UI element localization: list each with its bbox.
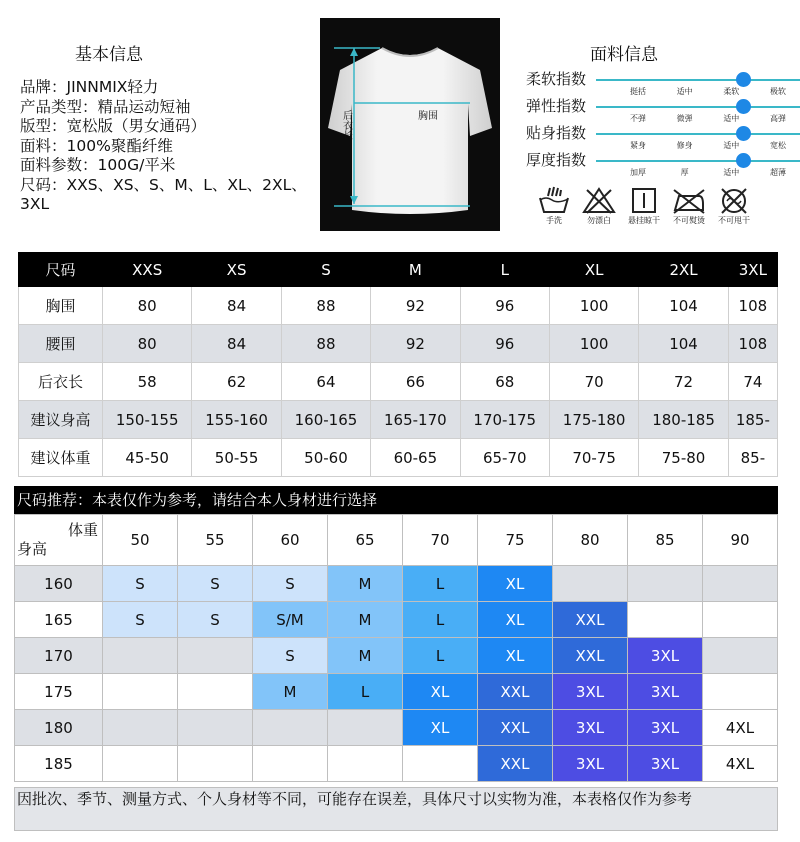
size-cell: 50-60 [281,439,370,477]
recommendation-row [15,746,778,782]
care-label: 悬挂晾干 [628,216,660,225]
fabric-tick: 微弹 [676,114,693,123]
weight-header-cell: 65 [328,515,403,566]
fabric-level-dot [736,153,751,168]
no-bleach-icon [581,186,617,214]
basic-info-line: 产品类型：精品运动短袖 [20,97,191,116]
weight-header-cell: 60 [253,515,328,566]
size-cell: 165-170 [371,401,460,439]
recommendation-row [15,710,778,746]
height-cell: 160 [15,566,103,602]
size-row [19,439,778,477]
fabric-tick: 宽松 [769,141,786,150]
recommended-size-cell: XXL [553,602,628,638]
recommended-size-cell: M [328,602,403,638]
size-cell: 62 [192,363,281,401]
size-header-cell: XS [192,253,281,287]
recommended-size-cell: XXL [478,746,553,782]
weight-header-cell: 90 [703,515,778,566]
size-row-label: 后衣长 [19,363,103,401]
size-cell: 64 [281,363,370,401]
size-cell: 80 [103,287,192,325]
size-cell: 50-55 [192,439,281,477]
size-header-cell: XXS [103,253,192,287]
weight-header-cell: 80 [553,515,628,566]
size-cell: 65-70 [460,439,549,477]
recommended-size-cell: S [253,566,328,602]
recommended-size-cell: XXL [478,710,553,746]
recommendation-row [15,638,778,674]
recommended-size-cell: XL [478,602,553,638]
recommended-size-cell: XL [403,710,478,746]
size-cell: 85- [728,439,777,477]
size-cell: 66 [371,363,460,401]
recommendation-header-row [15,515,778,566]
care-instructions [534,186,754,226]
size-header-cell: 尺码 [19,253,103,287]
size-cell: 100 [549,325,638,363]
recommended-size-cell: S [253,638,328,674]
weight-header-cell: 50 [103,515,178,566]
size-cell: 74 [728,363,777,401]
weight-axis-label: 体重 [67,521,98,539]
care-label: 不可熨烫 [673,216,705,225]
chest-label: 胸围 [418,111,438,122]
recommended-size-cell [703,638,778,674]
fabric-level-dot [736,99,751,114]
tshirt-icon [320,18,500,231]
basic-info-line: 品牌：JINNMIX轻力 [20,78,159,96]
size-header-cell: L [460,253,549,287]
size-cell: 88 [281,287,370,325]
size-cell: 88 [281,325,370,363]
size-cell: 84 [192,325,281,363]
fabric-scale-line [596,79,800,81]
basic-info-list [20,78,310,215]
recommendation-title: 尺码推荐：本表仅作为参考，请结合本人身材进行选择 [14,486,778,514]
care-item [669,186,709,226]
size-row-label: 建议身高 [19,401,103,439]
size-recommendation-table [14,514,778,782]
size-cell: 180-185 [639,401,728,439]
fabric-scale-line [596,160,800,162]
fabric-tick: 超薄 [769,168,786,177]
weight-header-cell: 85 [628,515,703,566]
size-cell: 104 [639,325,728,363]
size-cell: 108 [728,287,777,325]
recommended-size-cell [103,746,178,782]
size-cell: 175-180 [549,401,638,439]
recommended-size-cell [178,746,253,782]
size-header-cell: S [281,253,370,287]
size-cell: 150-155 [103,401,192,439]
size-row [19,325,778,363]
recommended-size-cell: 3XL [628,710,703,746]
size-cell: 70 [549,363,638,401]
recommended-size-cell: L [403,602,478,638]
length-label: 后衣长 [340,110,352,140]
fabric-tick: 适中 [723,114,740,123]
size-header-cell: XL [549,253,638,287]
size-row-label: 建议体重 [19,439,103,477]
recommended-size-cell [628,566,703,602]
basic-info-line: 面料：100%聚酯纤维 [20,136,173,155]
recommended-size-cell [403,746,478,782]
fabric-tick: 加厚 [630,168,646,177]
size-cell: 72 [639,363,728,401]
recommended-size-cell [103,674,178,710]
basic-info-line: 版型：宽松版（男女通码） [20,117,207,135]
no-iron-icon [671,186,707,214]
recommended-size-cell [703,602,778,638]
corner-cell [15,515,103,566]
height-cell: 165 [15,602,103,638]
size-cell: 92 [371,287,460,325]
fabric-row [526,68,786,95]
recommendation-row [15,566,778,602]
size-cell: 104 [639,287,728,325]
size-header-cell: 3XL [728,253,777,287]
recommended-size-cell: S [178,566,253,602]
fabric-tick: 厚 [680,168,689,177]
size-cell: 100 [549,287,638,325]
fabric-row-name: 厚度指数 [526,151,587,169]
recommended-size-cell: S [103,602,178,638]
size-cell: 96 [460,325,549,363]
fabric-tick: 适中 [676,87,693,96]
care-item [534,186,574,226]
basic-info-line: 尺码：XXS、XS、S、M、L、XL、2XL、3XL [20,175,307,213]
size-cell: 155-160 [192,401,281,439]
size-row-label: 腰围 [19,325,103,363]
recommended-size-cell [103,710,178,746]
recommended-size-cell: S [103,566,178,602]
size-cell: 84 [192,287,281,325]
fabric-tick: 适中 [723,141,740,150]
hang-dry-icon [626,186,662,214]
recommended-size-cell: L [403,566,478,602]
size-cell: 108 [728,325,777,363]
fabric-row-name: 弹性指数 [526,97,587,115]
fabric-tick: 高弹 [769,114,786,123]
size-header-cell: M [371,253,460,287]
care-item [624,186,664,226]
recommended-size-cell: L [403,638,478,674]
care-item [579,186,619,226]
recommended-size-cell [178,674,253,710]
recommended-size-cell: L [328,674,403,710]
size-cell: 92 [371,325,460,363]
size-chart-table [18,252,778,477]
fabric-row [526,149,786,176]
size-header-cell: 2XL [639,253,728,287]
care-item [714,186,754,226]
size-cell: 45-50 [103,439,192,477]
recommended-size-cell: XXL [553,638,628,674]
size-row [19,287,778,325]
recommended-size-cell: XL [478,638,553,674]
fabric-row [526,122,786,149]
recommended-size-cell [328,746,403,782]
recommended-size-cell: 3XL [553,746,628,782]
recommendation-row [15,674,778,710]
size-cell: 60-65 [371,439,460,477]
height-cell: 180 [15,710,103,746]
fabric-scale-ticks [618,167,798,178]
recommended-size-cell [178,710,253,746]
size-cell: 68 [460,363,549,401]
no-tumble-dry-icon [716,186,752,214]
size-cell: 70-75 [549,439,638,477]
size-row-label: 胸围 [19,287,103,325]
recommended-size-cell: 3XL [628,638,703,674]
care-label: 手洗 [546,216,562,225]
height-cell: 185 [15,746,103,782]
fabric-tick: 修身 [676,141,693,150]
size-cell: 58 [103,363,192,401]
fabric-tick: 极软 [769,87,786,96]
recommended-size-cell [328,710,403,746]
size-cell: 170-175 [460,401,549,439]
recommended-size-cell [253,746,328,782]
recommendation-row [15,602,778,638]
recommended-size-cell: XL [403,674,478,710]
weight-header-cell: 55 [178,515,253,566]
fabric-tick: 不弹 [630,114,646,123]
recommended-size-cell [553,566,628,602]
fabric-row-name: 柔软指数 [526,70,587,88]
recommended-size-cell [253,710,328,746]
size-cell: 160-165 [281,401,370,439]
care-label: 勿漂白 [587,216,611,225]
recommended-size-cell [103,638,178,674]
hand-wash-icon [536,186,572,214]
size-cell: 96 [460,287,549,325]
fabric-row-name: 贴身指数 [526,124,587,142]
fabric-index-list [526,68,786,176]
care-label: 不可甩干 [718,216,750,225]
recommended-size-cell [628,602,703,638]
recommended-size-cell: XXL [478,674,553,710]
size-cell: 80 [103,325,192,363]
recommended-size-cell: 3XL [628,746,703,782]
height-cell: 175 [15,674,103,710]
height-cell: 170 [15,638,103,674]
fabric-row [526,95,786,122]
fabric-scale-line [596,106,800,108]
fabric-tick: 紧身 [630,141,646,150]
height-axis-label: 身高 [17,540,48,558]
fabric-tick: 柔软 [723,87,740,96]
fabric-level-dot [736,126,751,141]
size-cell: 75-80 [639,439,728,477]
fabric-tick: 挺括 [630,87,646,96]
recommended-size-cell: S/M [253,602,328,638]
recommended-size-cell: 4XL [703,710,778,746]
recommended-size-cell: M [328,566,403,602]
recommended-size-cell: M [253,674,328,710]
weight-header-cell: 75 [478,515,553,566]
recommended-size-cell [703,566,778,602]
recommended-size-cell: 3XL [553,710,628,746]
recommended-size-cell: XL [478,566,553,602]
recommended-size-cell: 3XL [553,674,628,710]
recommended-size-cell: 4XL [703,746,778,782]
fabric-tick: 适中 [723,168,740,177]
fabric-level-dot [736,72,751,87]
recommended-size-cell [703,674,778,710]
fabric-info-title: 面料信息 [590,45,658,65]
size-row [19,363,778,401]
weight-header-cell: 70 [403,515,478,566]
recommended-size-cell: 3XL [628,674,703,710]
size-row [19,401,778,439]
basic-info-line: 面料参数：100G/平米 [20,156,176,174]
basic-info-title: 基本信息 [75,45,143,65]
recommended-size-cell: S [178,602,253,638]
fabric-scale-line [596,133,800,135]
size-cell: 185- [728,401,777,439]
recommended-size-cell [178,638,253,674]
size-header-row [19,253,778,287]
recommended-size-cell: M [328,638,403,674]
tshirt-measure-image [320,18,500,231]
disclaimer-note: 因批次、季节、测量方式、个人身材等不同，可能存在误差，具体尺寸以实物为准，本表格仅作为参考 [14,787,778,831]
